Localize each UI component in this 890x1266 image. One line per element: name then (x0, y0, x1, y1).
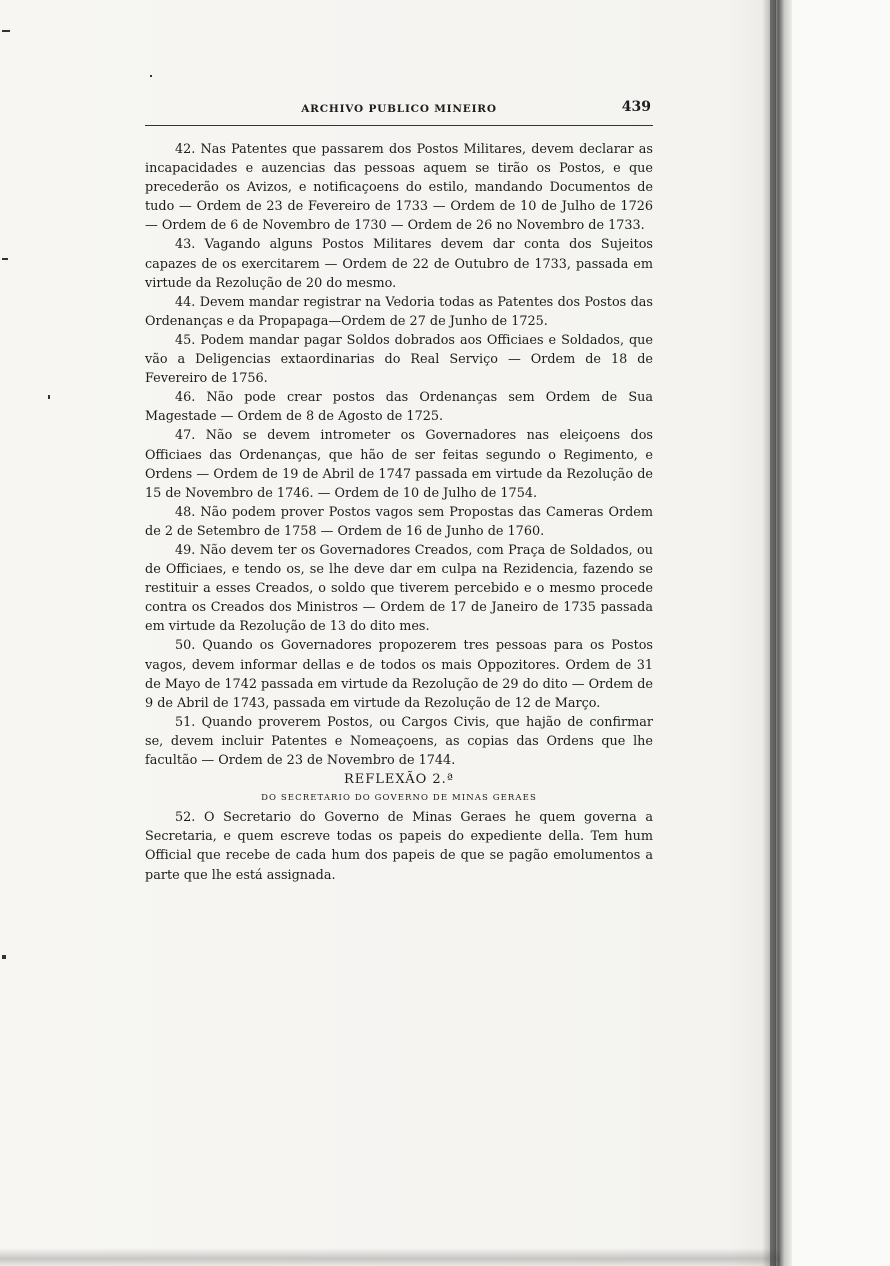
book-gutter-line (770, 0, 776, 1266)
margin-speck (2, 30, 10, 32)
paragraph-50: 50. Quando os Governadores propozerem tres pessoas para os Postos vagos, devem informar dellas e de todos os mais Oppozitores. Ordem de 31 de Mayo de 1742 passada em virtude da Rezolução de 29 do dito — Ordem de 9 de Abril de 1743, passada em virtude da Rezolução de 12 de Março. (145, 638, 653, 711)
page-header (145, 95, 653, 126)
margin-speck (150, 75, 152, 77)
book-spine-shadow (762, 0, 792, 1266)
margin-speck (2, 258, 8, 260)
paragraph-46: 46. Não pode crear postos das Ordenanças sem Ordem de Sua Magestade — Ordem de 8 de Agosto de 1725. (145, 390, 653, 425)
body-text (145, 140, 653, 885)
paragraph-45: 45. Podem mandar pagar Soldos dobrados aos Officiaes e Soldados, que vão a Deligencias extaordinarias do Real Serviço — Ordem de 18 de Fevereiro de 1756. (145, 332, 653, 387)
facing-page-edge (792, 0, 890, 1266)
margin-speck (2, 955, 6, 959)
page-number: 439 (621, 99, 651, 115)
paragraph-51: 51. Quando proverem Postos, ou Cargos Civis, que hajão de confirmar se, devem incluir Patentes e Nomeaçoens, as copias das Ordens que lhe facultão — Ordem de 23 de Novembro de 1744. (145, 714, 653, 768)
section-heading: REFLEXÃO 2.ª (344, 772, 454, 788)
margin-speck (48, 395, 50, 399)
running-title: ARCHIVO PUBLICO MINEIRO (301, 103, 497, 115)
section-subheading: DO SECRETARIO DO GOVERNO DE MINAS GERAES (261, 793, 537, 804)
paragraph-42: 42. Nas Patentes que passarem dos Postos Militares, devem declarar as incapacidades e auzencias das pessoas aquem se tirão os Postos, e que precederão os Avizos, e notificaçoens do estilo, mandando Documentos de tudo — Ordem de 23 de Fevereiro de 1733 — Ordem de 10 de Julho de 1726 — Ordem de 6 de Novembro de 1730 — Ordem de 26 no Novembro de 1733. (145, 142, 653, 234)
paragraph-48: 48. Não podem prover Postos vagos sem Propostas das Cameras Ordem de 2 de Setembro de 1758 — Ordem de 16 de Junho de 1760. (145, 504, 653, 539)
paragraph-44: 44. Devem mandar registrar na Vedoria todas as Patentes dos Postos das Ordenanças e da Propapaga—Ordem de 27 de Junho de 1725. (145, 294, 653, 329)
page-bottom-shadow (0, 1248, 780, 1266)
paragraph-47: 47. Não se devem intrometer os Governadores nas eleiçoens dos Officiaes das Ordenanças, que hão de ser feitas segundo o Regimento, e Ordens — Ordem de 19 de Abril de 1747 passada em virtude da Rezolução de 15 de Novembro de 1746. — Ordem de 10 de Julho de 1754. (145, 428, 653, 501)
paragraph-52: 52. O Secretario do Governo de Minas Geraes he quem governa a Secretaria, e quem escreve todas os papeis do expediente della. Tem hum Official que recebe de cada hum dos papeis de que se pagão emolumentos a parte que lhe está assignada. (145, 810, 653, 883)
paragraph-49: 49. Não devem ter os Governadores Creados, com Praça de Soldados, ou de Officiaes, e tendo os, se lhe deve dar em culpa na Rezidencia, fazendo se restituir a esses Creados, o soldo que tiverem percebido e o mesmo procede contra os Creados dos Ministros — Ordem de 17 de Janeiro de 1735 passada em virtude da Rezolução de 13 do dito mes. (145, 542, 653, 635)
paragraph-43: 43. Vagando alguns Postos Militares devem dar conta dos Sujeitos capazes de os exercitarem — Ordem de 22 de Outubro de 1733, passada em virtude da Rezolução de 20 do mesmo. (145, 237, 653, 291)
